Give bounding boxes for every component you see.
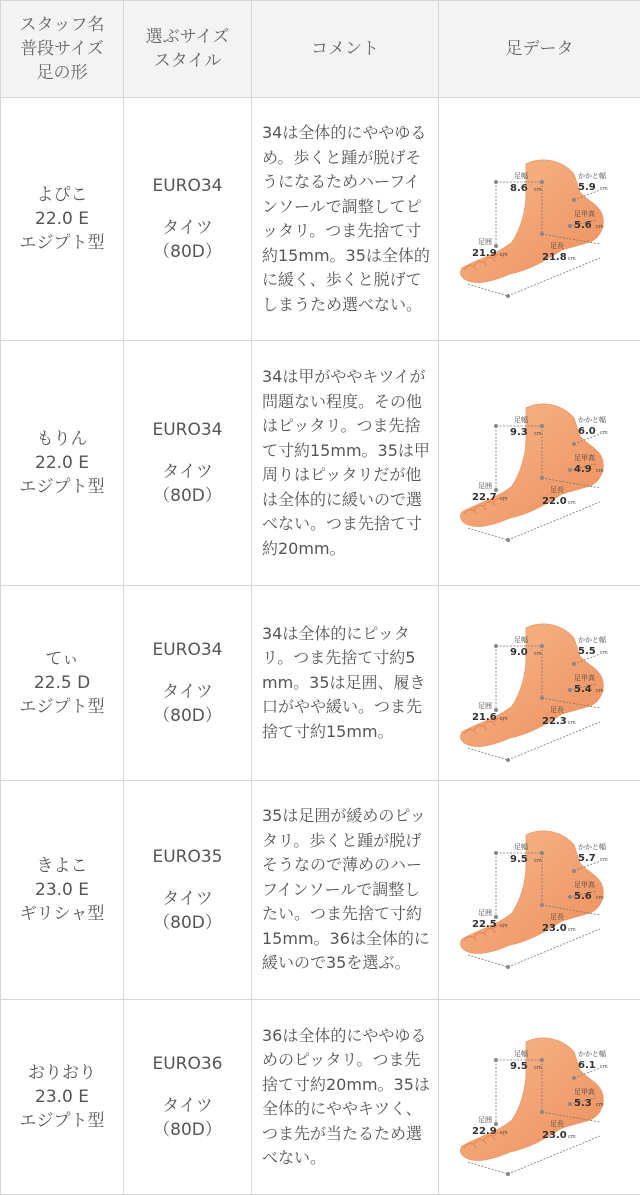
chosen-denier: （80D） — [124, 704, 251, 728]
chosen-style: タイツ — [124, 887, 251, 911]
choice-cell — [124, 341, 252, 586]
label-heel: かかと幅 — [578, 635, 606, 644]
value-width: 9.0 — [510, 647, 528, 658]
label-heel: かかと幅 — [578, 842, 606, 851]
staff-cell — [1, 586, 124, 781]
label-instep: 足甲高 — [574, 880, 595, 889]
staff-usual-size: 23.0 E — [1, 1085, 123, 1109]
value-width: 9.5 — [510, 854, 528, 865]
header-choose-line2: スタイル — [124, 49, 251, 73]
staff-foot-shape: エジプト型 — [1, 231, 123, 255]
unit-width: cm — [534, 187, 542, 193]
comment-cell: 34は全体的にピッタリ。つま先捨て寸約5mm。35は足囲、履き口がやや緩い。つま先捨て寸約15mm。 — [252, 586, 439, 781]
label-width: 足幅 — [514, 635, 528, 644]
unit-heel: cm — [600, 857, 608, 863]
label-heel: かかと幅 — [578, 1049, 606, 1058]
label-length: 足長 — [550, 241, 564, 250]
label-length: 足長 — [550, 1119, 564, 1128]
unit-instep: cm — [596, 688, 604, 694]
table-row — [1, 781, 640, 1000]
label-instep: 足甲高 — [574, 209, 595, 218]
table-row — [1, 98, 640, 341]
choice-cell — [124, 586, 252, 781]
value-instep: 5.6 — [574, 220, 592, 231]
unit-instep: cm — [596, 224, 604, 230]
unit-length: cm — [568, 1134, 576, 1140]
staff-name: もりん — [1, 427, 123, 451]
unit-length: cm — [568, 720, 576, 726]
unit-length: cm — [568, 256, 576, 262]
unit-girth: cm — [500, 716, 508, 722]
label-width: 足幅 — [514, 842, 528, 851]
value-length: 23.0 — [542, 1130, 567, 1141]
label-width: 足幅 — [514, 171, 528, 180]
label-width: 足幅 — [514, 415, 528, 424]
value-length: 23.0 — [542, 923, 567, 934]
unit-girth: cm — [500, 1130, 508, 1136]
value-instep: 4.9 — [574, 464, 592, 475]
foot-diagram — [450, 805, 630, 975]
foot-data-cell — [439, 1000, 640, 1195]
chosen-denier: （80D） — [124, 484, 251, 508]
foot-diagram — [450, 1012, 630, 1182]
value-heel: 5.9 — [578, 182, 596, 193]
table-row — [1, 341, 640, 586]
staff-cell — [1, 781, 124, 1000]
chosen-size: EURO34 — [124, 174, 251, 198]
staff-foot-shape: ギリシャ型 — [1, 902, 123, 926]
value-heel: 5.7 — [578, 853, 596, 864]
header-staff-line1: スタッフ名 — [1, 13, 123, 37]
staff-name: てぃ — [1, 647, 123, 671]
staff-foot-shape: エジプト型 — [1, 1109, 123, 1133]
comment-cell: 34は甲がややキツイが問題ない程度。その他はピッタリ。つま先捨て寸約15mm。35は甲周りはピッタリだが他は全体的に緩いので選べない。つま先捨て寸約20mm。 — [252, 341, 439, 586]
foot-data-cell — [439, 341, 640, 586]
value-instep: 5.6 — [574, 891, 592, 902]
chosen-denier: （80D） — [124, 240, 251, 264]
staff-cell — [1, 341, 124, 586]
header-staff-line2: 普段サイズ — [1, 37, 123, 61]
choice-cell — [124, 781, 252, 1000]
foot-diagram — [450, 378, 630, 548]
value-heel: 6.0 — [578, 426, 596, 437]
value-girth: 22.9 — [472, 1126, 497, 1137]
chosen-denier: （80D） — [124, 911, 251, 935]
unit-width: cm — [534, 431, 542, 437]
foot-diagram — [450, 134, 630, 304]
label-width: 足幅 — [514, 1049, 528, 1058]
foot-data-cell — [439, 586, 640, 781]
header-choose — [124, 1, 252, 98]
header-staff — [1, 1, 124, 98]
value-girth: 21.6 — [472, 712, 497, 723]
label-girth: 足囲 — [478, 237, 492, 246]
chosen-size: EURO36 — [124, 1052, 251, 1076]
choice-cell — [124, 98, 252, 341]
chosen-style: タイツ — [124, 680, 251, 704]
value-girth: 21.9 — [472, 248, 497, 259]
staff-name: おりおり — [1, 1061, 123, 1085]
label-length: 足長 — [550, 705, 564, 714]
value-heel: 5.5 — [578, 646, 596, 657]
label-girth: 足囲 — [478, 908, 492, 917]
foot-data-cell — [439, 98, 640, 341]
unit-width: cm — [534, 858, 542, 864]
foot-data-cell — [439, 781, 640, 1000]
value-width: 9.3 — [510, 427, 528, 438]
value-width: 8.6 — [510, 183, 528, 194]
unit-heel: cm — [600, 430, 608, 436]
unit-girth: cm — [500, 496, 508, 502]
unit-girth: cm — [500, 923, 508, 929]
header-staff-line3: 足の形 — [1, 61, 123, 85]
staff-name: きよこ — [1, 854, 123, 878]
label-instep: 足甲高 — [574, 453, 595, 462]
staff-foot-shape: エジプト型 — [1, 695, 123, 719]
table-row — [1, 1000, 640, 1195]
label-heel: かかと幅 — [578, 415, 606, 424]
value-girth: 22.7 — [472, 492, 497, 503]
chosen-size: EURO34 — [124, 418, 251, 442]
staff-usual-size: 22.5 D — [1, 671, 123, 695]
header-foot-data: 足データ — [439, 1, 640, 98]
unit-width: cm — [534, 1065, 542, 1071]
value-length: 22.3 — [542, 716, 567, 727]
value-width: 9.5 — [510, 1061, 528, 1072]
label-instep: 足甲高 — [574, 1087, 595, 1096]
foot-diagram — [450, 598, 630, 768]
staff-usual-size: 22.0 E — [1, 207, 123, 231]
chosen-style: タイツ — [124, 460, 251, 484]
unit-length: cm — [568, 927, 576, 933]
value-length: 21.8 — [542, 252, 567, 263]
value-length: 22.0 — [542, 496, 567, 507]
comment-cell: 36は全体的にややゆるめのピッタリ。つま先捨て寸約20mm。35は全体的にややキツく、つま先が当たるため選べない。 — [252, 1000, 439, 1195]
table-row — [1, 586, 640, 781]
staff-usual-size: 22.0 E — [1, 451, 123, 475]
unit-instep: cm — [596, 1102, 604, 1108]
label-instep: 足甲高 — [574, 673, 595, 682]
chosen-size: EURO35 — [124, 845, 251, 869]
unit-instep: cm — [596, 468, 604, 474]
unit-width: cm — [534, 651, 542, 657]
chosen-style: タイツ — [124, 1094, 251, 1118]
chosen-denier: （80D） — [124, 1118, 251, 1142]
header-comment: コメント — [252, 1, 439, 98]
header-choose-line1: 選ぶサイズ — [124, 25, 251, 49]
label-length: 足長 — [550, 912, 564, 921]
chosen-size: EURO34 — [124, 638, 251, 662]
staff-usual-size: 23.0 E — [1, 878, 123, 902]
staff-foot-shape: エジプト型 — [1, 475, 123, 499]
header-row — [1, 1, 640, 98]
staff-cell — [1, 1000, 124, 1195]
unit-instep: cm — [596, 895, 604, 901]
value-heel: 6.1 — [578, 1060, 596, 1071]
chosen-style: タイツ — [124, 216, 251, 240]
label-girth: 足囲 — [478, 1115, 492, 1124]
label-girth: 足囲 — [478, 701, 492, 710]
label-girth: 足囲 — [478, 481, 492, 490]
label-length: 足長 — [550, 485, 564, 494]
unit-heel: cm — [600, 1064, 608, 1070]
comment-cell: 34は全体的にややゆるめ。歩くと踵が脱げそうになるためハーフインソールで調整してピッタリ。つま先捨て寸約15mm。35は全体的に緩く、歩くと脱げてしまうため選べない。 — [252, 98, 439, 341]
unit-heel: cm — [600, 186, 608, 192]
unit-heel: cm — [600, 650, 608, 656]
staff-name: よぴこ — [1, 183, 123, 207]
staff-cell — [1, 98, 124, 341]
value-girth: 22.5 — [472, 919, 497, 930]
value-instep: 5.4 — [574, 684, 592, 695]
value-instep: 5.3 — [574, 1098, 592, 1109]
unit-length: cm — [568, 500, 576, 506]
choice-cell — [124, 1000, 252, 1195]
label-heel: かかと幅 — [578, 171, 606, 180]
unit-girth: cm — [500, 252, 508, 258]
comment-cell: 35は足囲が緩めのピッタリ。歩くと踵が脱げそうなので薄めのハーフインソールで調整したい。つま先捨て寸約15mm。36は全体的に緩いので35を選ぶ。 — [252, 781, 439, 1000]
